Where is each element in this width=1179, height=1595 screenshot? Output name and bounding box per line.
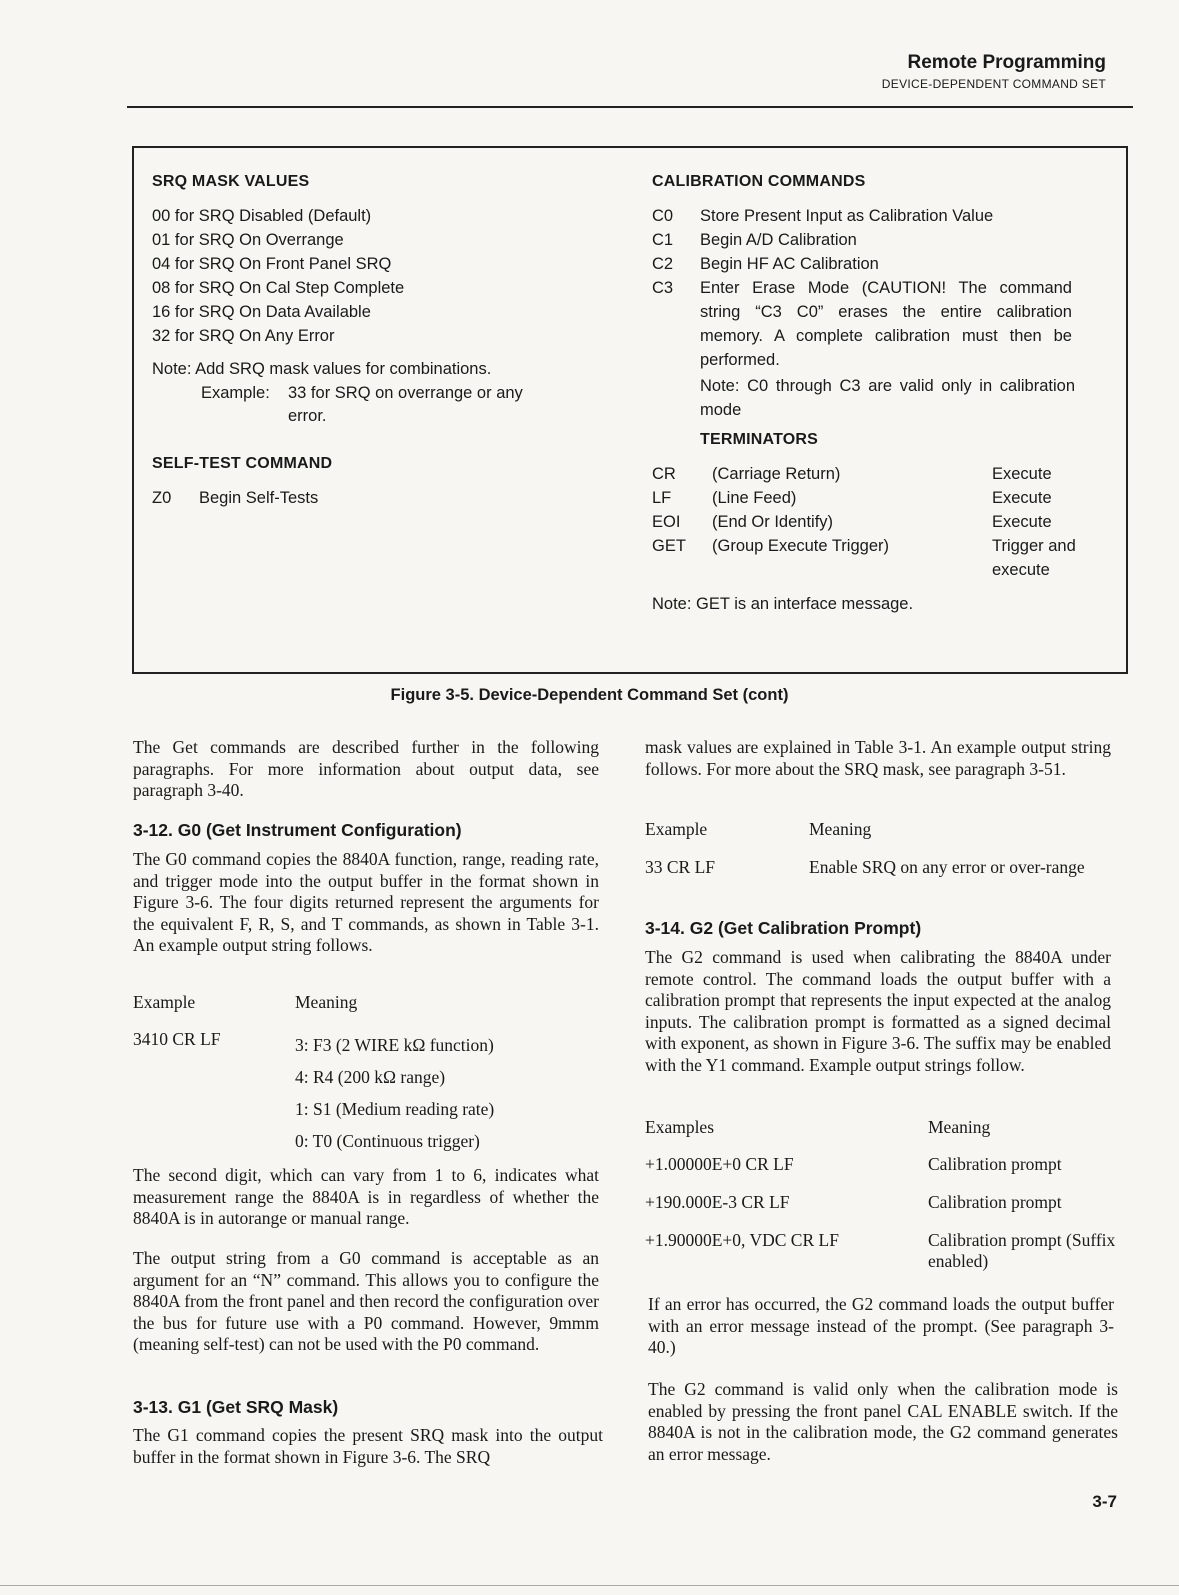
- g2-example-value: +1.90000E+0, VDC CR LF: [645, 1230, 839, 1250]
- figure-caption: Figure 3-5. Device-Dependent Command Set (cont): [390, 686, 789, 704]
- section-3-12-title: 3-12. G0 (Get Instrument Configuration): [133, 820, 462, 840]
- srq-mask-note: Note: Add SRQ mask values for combinations.: [152, 360, 492, 378]
- srq-mask-example-line2: error.: [288, 407, 327, 425]
- example-meaning-line: 4: R4 (200 kΩ range): [295, 1067, 446, 1087]
- section-3-12-paragraph: The G0 command copies the 8840A function, range, reading rate, and trigger mode into the output buffer in the format shown in Figure 3-6. The four digits returned represent the arguments for the equivalent F, R, S, and T commands, as shown in Table 3-1. An example output string follows.: [133, 849, 599, 955]
- terminators-heading: TERMINATORS: [700, 431, 819, 448]
- examples-column-header: Examples: [645, 1117, 715, 1137]
- terminator-desc: (Group Execute Trigger): [712, 537, 889, 555]
- calibration-command-desc: Begin HF AC Calibration: [700, 255, 879, 273]
- g2-example-value: +190.000E-3 CR LF: [645, 1192, 790, 1212]
- example-meaning-line: 0: T0 (Continuous trigger): [295, 1131, 480, 1151]
- calibration-command-row: [652, 276, 1072, 372]
- left-intro-paragraph: The Get commands are described further in the following paragraphs. For more information about output data, see paragraph 3-40.: [133, 737, 599, 800]
- right-example-meaning: Enable SRQ on any error or over-range: [809, 857, 1085, 877]
- calibration-command-row: [652, 228, 1072, 252]
- section-3-14-title: 3-14. G2 (Get Calibration Prompt): [645, 918, 922, 938]
- examples-header: [645, 1117, 990, 1138]
- left-range-paragraph: The second digit, which can vary from 1 to 6, indicates what measurement range the 8840A is in regardless of whether the 8840A is in autorange or manual range.: [133, 1165, 599, 1228]
- calibration-command-code: C1: [652, 231, 674, 249]
- left-example-value: 3410 CR LF: [133, 1029, 221, 1049]
- meaning-column-header: Meaning: [295, 992, 358, 1012]
- srq-mask-item: 00 for SRQ Disabled (Default): [152, 207, 372, 225]
- footer-rule: [0, 1585, 1179, 1586]
- example-column-header: Example: [645, 819, 708, 839]
- calibration-command-row: [652, 252, 1072, 276]
- calibration-commands-heading: CALIBRATION COMMANDS: [652, 173, 866, 190]
- srq-mask-item: 04 for SRQ On Front Panel SRQ: [152, 255, 392, 273]
- self-test-code: Z0: [152, 489, 172, 507]
- self-test-heading: SELF-TEST COMMAND: [152, 455, 333, 472]
- calibration-note: Note: C0 through C3 are valid only in calibration mode: [700, 377, 1075, 419]
- page-number: 3-7: [1092, 1492, 1117, 1511]
- g2-example-meaning: Calibration prompt (Suffix enabled): [928, 1230, 1116, 1271]
- right-example-header: [645, 819, 871, 840]
- calibration-command-row: [652, 204, 1072, 228]
- meaning-column-header: Meaning: [809, 819, 872, 839]
- terminator-code: EOI: [652, 513, 681, 531]
- srq-mask-example-label: Example:: [201, 384, 270, 402]
- terminator-code: LF: [652, 489, 672, 507]
- terminator-row: [652, 462, 1092, 486]
- srq-mask-heading: SRQ MASK VALUES: [152, 173, 310, 190]
- g2-example-value: +1.00000E+0 CR LF: [645, 1154, 794, 1174]
- terminator-desc: (End Or Identify): [712, 513, 834, 531]
- srq-mask-item: 08 for SRQ On Cal Step Complete: [152, 279, 405, 297]
- right-example-value: 33 CR LF: [645, 857, 716, 877]
- calibration-command-code: C2: [652, 255, 674, 273]
- section-3-13-paragraph: The G1 command copies the present SRQ mask into the output buffer in the format shown in Figure 3-6. The SRQ: [133, 1425, 603, 1467]
- terminator-code: GET: [652, 537, 686, 555]
- g2-example-meaning: Calibration prompt: [928, 1192, 1062, 1212]
- terminator-desc: (Line Feed): [712, 489, 797, 507]
- srq-mask-example-line1: 33 for SRQ on overrange or any: [288, 384, 523, 402]
- terminator-row: [652, 510, 1092, 534]
- g2-example-row: [645, 1154, 1062, 1175]
- terminator-desc: (Carriage Return): [712, 465, 841, 483]
- example-meaning-line: 3: F3 (2 WIRE kΩ function): [295, 1035, 494, 1055]
- left-example-header: [133, 992, 357, 1013]
- calibration-commands-list: [652, 204, 1072, 372]
- self-test-desc: Begin Self-Tests: [199, 489, 319, 507]
- g2-example-meaning: Calibration prompt: [928, 1154, 1062, 1174]
- srq-mask-item: 32 for SRQ On Any Error: [152, 327, 335, 345]
- calibration-command-code: C3: [652, 279, 674, 297]
- terminators-list: [652, 462, 1092, 582]
- terminator-action: Execute: [992, 513, 1052, 531]
- right-valid-paragraph: The G2 command is valid only when the calibration mode is enabled by pressing the front panel CAL ENABLE switch. If the 8840A is not in the calibration mode, the G2 command generates an error message.: [648, 1379, 1118, 1464]
- terminator-action: Execute: [992, 465, 1052, 483]
- right-error-paragraph: If an error has occurred, the G2 command loads the output buffer with an error message instead of the prompt. (See paragraph 3-40.): [648, 1294, 1114, 1357]
- calibration-command-desc: Store Present Input as Calibration Value: [700, 207, 994, 225]
- terminator-action: Trigger and execute: [992, 537, 1076, 579]
- calibration-command-desc: Begin A/D Calibration: [700, 231, 857, 249]
- meaning-column-header: Meaning: [928, 1117, 991, 1137]
- header-rule: [127, 106, 1133, 108]
- right-intro-paragraph: mask values are explained in Table 3-1. An example output string follows. For more about the SRQ mask, see paragraph 3-51.: [645, 737, 1111, 779]
- srq-mask-item: 16 for SRQ On Data Available: [152, 303, 371, 321]
- terminators-note: Note: GET is an interface message.: [652, 595, 914, 613]
- example-meaning-line: 1: S1 (Medium reading rate): [295, 1099, 495, 1119]
- calibration-command-desc: Enter Erase Mode (CAUTION! The command string “C3 C0” erases the entire calibration memory. A complete calibration must then be performed.: [700, 279, 1072, 369]
- calibration-command-code: C0: [652, 207, 674, 225]
- running-header-subtitle: DEVICE-DEPENDENT COMMAND SET: [881, 77, 1106, 91]
- left-output-paragraph: The output string from a G0 command is acceptable as an argument for an “N” command. This allows you to configure the 8840A from the front panel and then record the configuration over the bus for future use with a P0 command. However, 9mmm (meaning self-test) can not be used with the P0 command.: [133, 1248, 599, 1354]
- g2-example-row: [645, 1230, 1118, 1272]
- srq-mask-list: [152, 204, 592, 348]
- section-3-13-title: 3-13. G1 (Get SRQ Mask): [133, 1397, 339, 1417]
- terminator-row: [652, 486, 1092, 510]
- left-example-meanings: [295, 1029, 494, 1157]
- example-column-header: Example: [133, 992, 196, 1012]
- terminator-action: Execute: [992, 489, 1052, 507]
- section-3-14-paragraph: The G2 command is used when calibrating the 8840A under remote control. The command loads the output buffer with a calibration prompt that represents the input expected at the analog inputs. The calibration prompt is formatted as a signed decimal with exponent, as shown in Figure 3-6. The suffix may be enabled with the Y1 command. Example output strings follow.: [645, 947, 1111, 1075]
- terminator-code: CR: [652, 465, 676, 483]
- g2-example-row: [645, 1192, 1062, 1213]
- terminator-row: [652, 534, 1092, 582]
- srq-mask-item: 01 for SRQ On Overrange: [152, 231, 344, 249]
- running-header-title: Remote Programming: [907, 52, 1106, 73]
